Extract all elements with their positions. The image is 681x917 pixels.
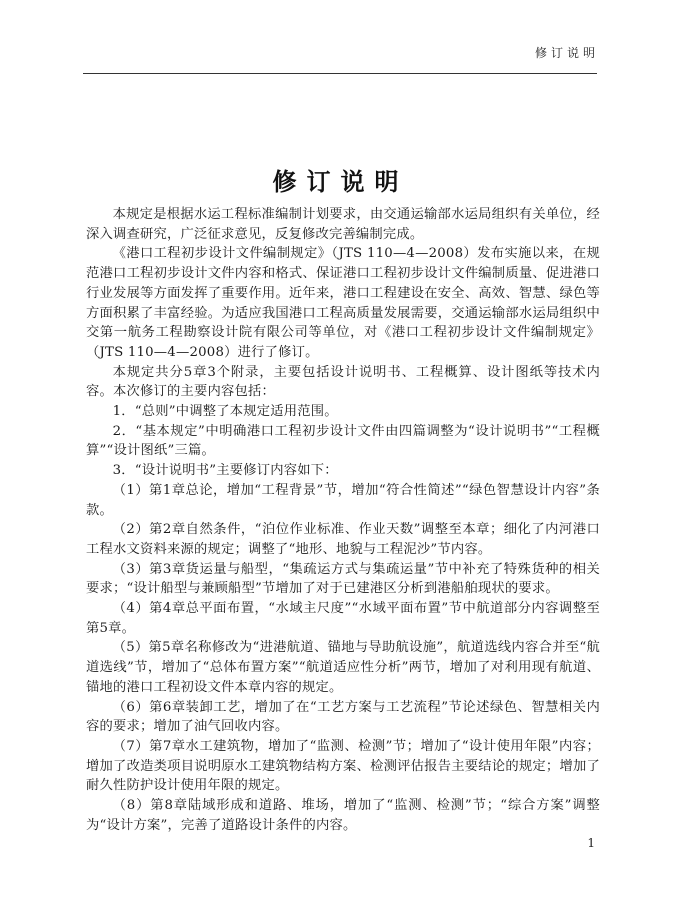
paragraph-background: 《港口工程初步设计文件编制规定》（JTS 110—4—2008）发布实施以来，在规范港口工程初步设计文件内容和格式、保证港口工程初步设计文件编制质量、促进港口行业发展等方面发挥了重要作用。近年来，港口工程建设在安全、高效、智慧、绿色等方面积累了丰富经验。为适应我国港口工程高质量发展需要，交通运输部水运局组织中交第一航务工程勘察设计院有限公司等单位，对《港口工程初步设计文件编制规定》（JTS 110—4—2008）进行了修订。 — [86, 246, 600, 360]
header-divider — [83, 73, 597, 74]
paragraph-intro: 本规定是根据水运工程标准编制计划要求，由交通运输部水运局组织有关单位，经深入调查研究，广泛征求意见，反复修改完善编制完成。 — [86, 207, 600, 242]
page-title: 修订说明 — [272, 167, 409, 196]
paragraph-subitem-5: （5）第5章名称修改为“进港航道、锚地与导助航设施”，航道选线内容合并至“航道选线”节，增加了“总体布置方案”“航道适应性分析”两节，增加了对利用现有航道、锚地的港口工程初设文件本章内容的规定。 — [86, 640, 600, 695]
page-number: 1 — [587, 836, 595, 850]
paragraph-subitem-2: （2）第2章自然条件，“泊位作业标准、作业天数”调整至本章；细化了内河港口工程水文资料来源的规定；调整了“地形、地貌与工程泥沙”节内容。 — [86, 522, 600, 557]
paragraph-subitem-6: （6）第6章装卸工艺，增加了在“工艺方案与工艺流程”节论述绿色、智慧相关内容的要求；增加了油气回收内容。 — [86, 699, 600, 735]
paragraph-item-2: 2．“基本规定”中明确港口工程初步设计文件由四篇调整为“设计说明书”“工程概算”“设计图纸”三篇。 — [86, 423, 600, 459]
paragraph-subitem-8: （8）第8章陆域形成和道路、堆场，增加了“监测、检测”节；“综合方案”调整为“设计方案”，完善了道路设计条件的内容。 — [86, 798, 600, 833]
running-head-title: 修订说明 — [534, 46, 599, 60]
paragraph-subitem-3: （3）第3章货运量与船型，“集疏运方式与集疏运量”节中补充了特殊货种的相关要求；“设计船型与兼顾船型”节增加了对于已建港区分析到港船舶现状的要求。 — [86, 561, 600, 597]
paragraph-item-3: 3．“设计说明书”主要修订内容如下： — [112, 463, 338, 479]
paragraph-item-1: 1．“总则”中调整了本规定适用范围。 — [112, 404, 338, 420]
paragraph-summary: 本规定共分5章3个附录，主要包括设计说明书、工程概算、设计图纸等技术内容。本次修订的主要内容包括： — [86, 364, 600, 400]
paragraph-subitem-4: （4）第4章总平面布置，“水域主尺度”“水域平面布置”节中航道部分内容调整至第5章。 — [86, 601, 600, 636]
body-text — [86, 205, 600, 836]
paragraph-subitem-7: （7）第7章水工建筑物，增加了“监测、检测”节；增加了“设计使用年限”内容；增加了改造类项目说明原水工建筑物结构方案、检测评估报告主要结论的规定；增加了耐久性防护设计使用年限的规定。 — [86, 738, 600, 794]
paragraph-subitem-1: （1）第1章总论，增加“工程背景”节，增加“符合性简述”“绿色智慧设计内容”条款。 — [86, 482, 600, 518]
